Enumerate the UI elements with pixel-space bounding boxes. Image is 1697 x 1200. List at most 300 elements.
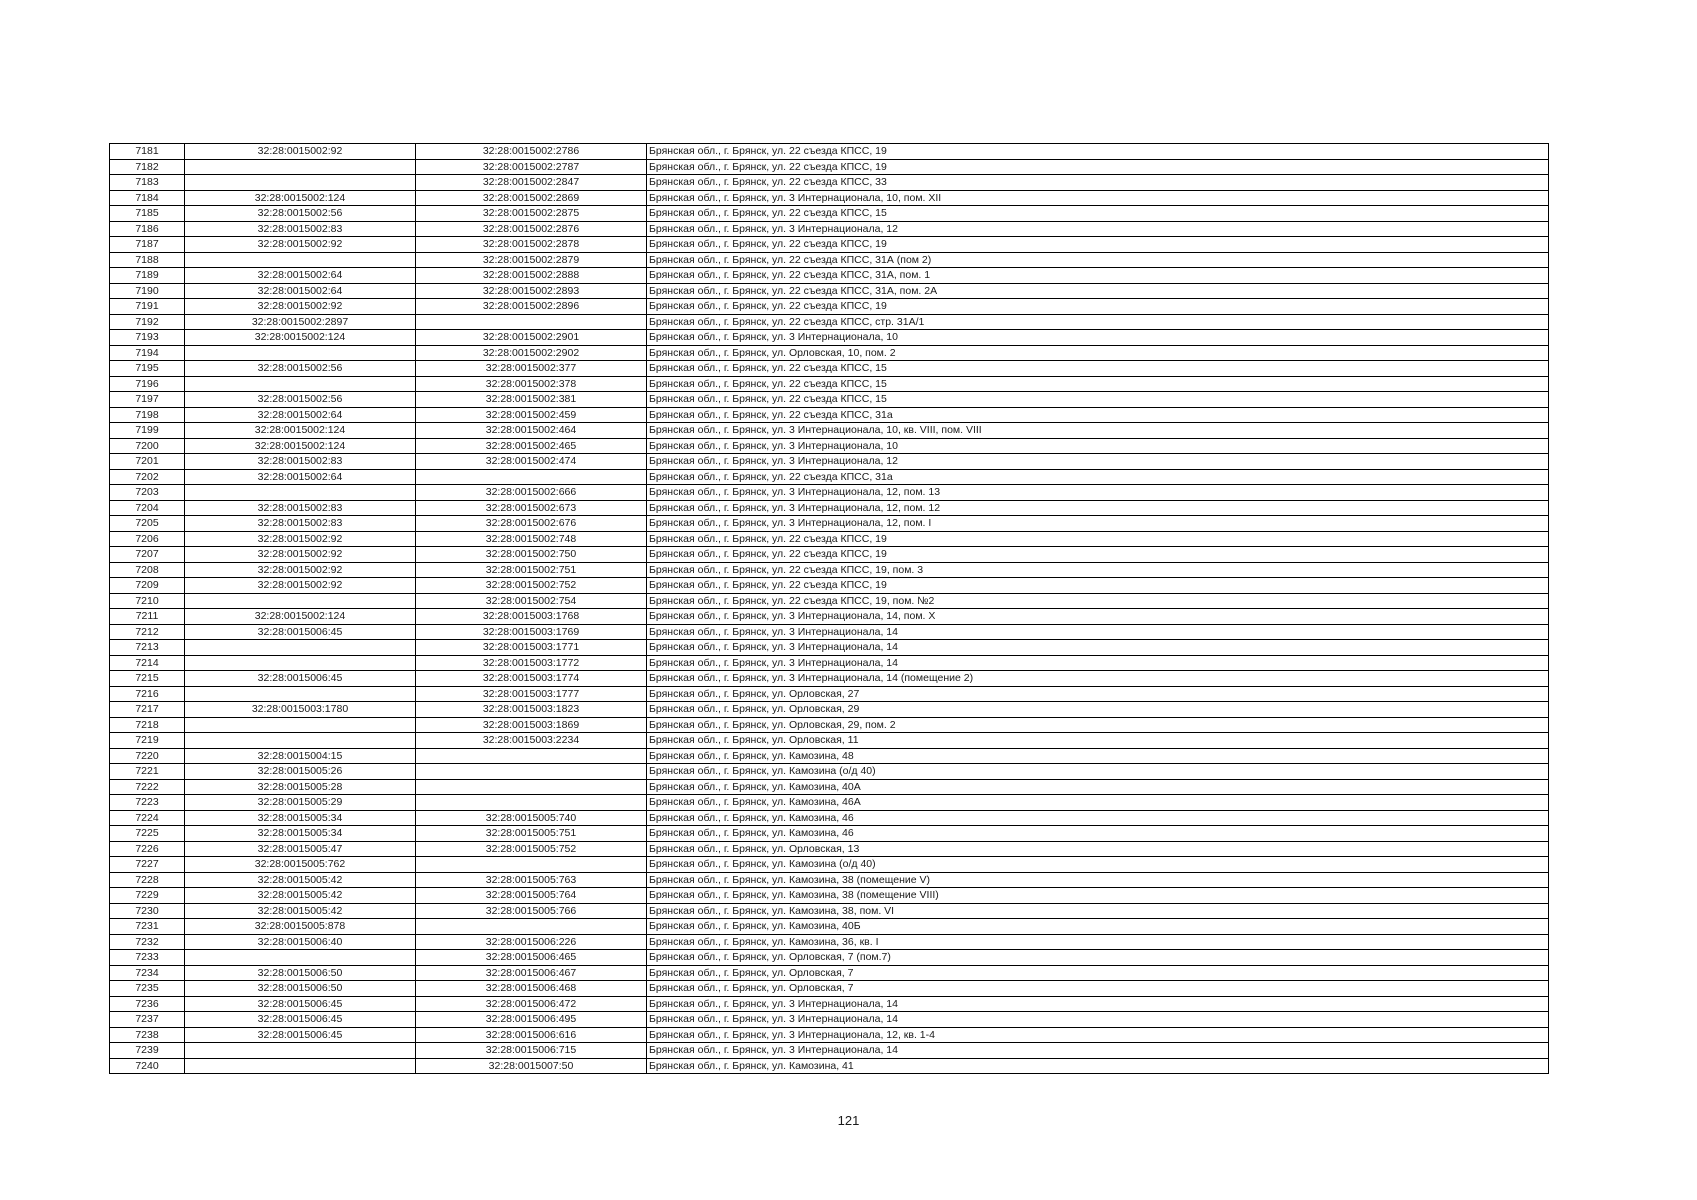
address-cell: Брянская обл., г. Брянск, ул. 22 съезда КПСС, 31А, пом. 1 [647,268,1549,284]
parcel-number-cell: 32:28:0015005:878 [185,919,416,935]
table-row [110,190,1549,206]
object-number-cell: 32:28:0015003:1823 [416,702,647,718]
address-cell: Брянская обл., г. Брянск, ул. 22 съезда КПСС, 19 [647,159,1549,175]
object-number-cell: 32:28:0015006:472 [416,996,647,1012]
row-number-cell: 7240 [110,1058,185,1074]
table-row [110,144,1549,160]
address-cell: Брянская обл., г. Брянск, ул. 3 Интернационала, 10 [647,438,1549,454]
table-row [110,299,1549,315]
address-cell: Брянская обл., г. Брянск, ул. 3 Интернационала, 12, пом. 13 [647,485,1549,501]
table-row [110,888,1549,904]
table-row [110,919,1549,935]
parcel-number-cell [185,485,416,501]
parcel-number-cell: 32:28:0015005:42 [185,888,416,904]
object-number-cell [416,857,647,873]
table-row [110,593,1549,609]
row-number-cell: 7229 [110,888,185,904]
object-number-cell [416,764,647,780]
page-number: 121 [837,1113,860,1128]
table-row [110,469,1549,485]
row-number-cell: 7211 [110,609,185,625]
object-number-cell: 32:28:0015006:715 [416,1043,647,1059]
parcel-number-cell: 32:28:0015005:42 [185,903,416,919]
object-number-cell: 32:28:0015002:754 [416,593,647,609]
address-cell: Брянская обл., г. Брянск, ул. Камозина, 40Б [647,919,1549,935]
parcel-number-cell [185,717,416,733]
table-row [110,1058,1549,1074]
parcel-number-cell: 32:28:0015005:42 [185,872,416,888]
address-cell: Брянская обл., г. Брянск, ул. 22 съезда КПСС, 19 [647,237,1549,253]
parcel-number-cell [185,376,416,392]
address-cell: Брянская обл., г. Брянск, ул. 3 Интернационала, 12 [647,221,1549,237]
row-number-cell: 7181 [110,144,185,160]
row-number-cell: 7221 [110,764,185,780]
address-cell: Брянская обл., г. Брянск, ул. 22 съезда КПСС, 31А, пом. 2А [647,283,1549,299]
object-number-cell: 32:28:0015002:378 [416,376,647,392]
row-number-cell: 7208 [110,562,185,578]
table-row [110,423,1549,439]
object-number-cell: 32:28:0015002:377 [416,361,647,377]
object-number-cell: 32:28:0015005:751 [416,826,647,842]
document-table-region [109,143,1549,1074]
table-row [110,934,1549,950]
parcel-number-cell: 32:28:0015006:45 [185,624,416,640]
object-number-cell: 32:28:0015002:2896 [416,299,647,315]
row-number-cell: 7186 [110,221,185,237]
object-number-cell: 32:28:0015002:2787 [416,159,647,175]
parcel-number-cell: 32:28:0015006:50 [185,965,416,981]
table-row [110,516,1549,532]
row-number-cell: 7234 [110,965,185,981]
address-cell: Брянская обл., г. Брянск, ул. 22 съезда КПСС, 15 [647,392,1549,408]
row-number-cell: 7222 [110,779,185,795]
parcel-number-cell [185,345,416,361]
row-number-cell: 7239 [110,1043,185,1059]
object-number-cell: 32:28:0015003:1771 [416,640,647,656]
object-number-cell: 32:28:0015003:2234 [416,733,647,749]
table-row [110,1043,1549,1059]
table-row [110,795,1549,811]
table-body [110,144,1549,1074]
address-cell: Брянская обл., г. Брянск, ул. 3 Интернационала, 14 [647,640,1549,656]
parcel-number-cell: 32:28:0015002:56 [185,361,416,377]
row-number-cell: 7226 [110,841,185,857]
object-number-cell: 32:28:0015002:2879 [416,252,647,268]
parcel-number-cell [185,1058,416,1074]
table-row [110,810,1549,826]
row-number-cell: 7190 [110,283,185,299]
row-number-cell: 7182 [110,159,185,175]
object-number-cell [416,469,647,485]
parcel-number-cell: 32:28:0015002:83 [185,221,416,237]
table-row [110,981,1549,997]
object-number-cell: 32:28:0015003:1777 [416,686,647,702]
object-number-cell [416,779,647,795]
object-number-cell [416,748,647,764]
table-row [110,268,1549,284]
table-row [110,826,1549,842]
row-number-cell: 7218 [110,717,185,733]
address-cell: Брянская обл., г. Брянск, ул. Камозина, 38 (помещение V) [647,872,1549,888]
address-cell: Брянская обл., г. Брянск, ул. 22 съезда КПСС, 19, пом. №2 [647,593,1549,609]
parcel-number-cell [185,686,416,702]
table-row [110,237,1549,253]
row-number-cell: 7228 [110,872,185,888]
address-cell: Брянская обл., г. Брянск, ул. 3 Интернационала, 14 [647,655,1549,671]
table-row [110,609,1549,625]
table-row [110,857,1549,873]
table-row [110,314,1549,330]
object-number-cell: 32:28:0015002:2893 [416,283,647,299]
object-number-cell: 32:28:0015006:467 [416,965,647,981]
address-cell: Брянская обл., г. Брянск, ул. 22 съезда КПСС, 15 [647,376,1549,392]
parcel-number-cell: 32:28:0015002:83 [185,516,416,532]
row-number-cell: 7212 [110,624,185,640]
object-number-cell: 32:28:0015002:2786 [416,144,647,160]
parcel-number-cell: 32:28:0015006:45 [185,1027,416,1043]
table-row [110,206,1549,222]
address-cell: Брянская обл., г. Брянск, ул. Камозина, 46 [647,810,1549,826]
address-cell: Брянская обл., г. Брянск, ул. Орловская, 27 [647,686,1549,702]
address-cell: Брянская обл., г. Брянск, ул. Камозина, 48 [647,748,1549,764]
object-number-cell: 32:28:0015006:226 [416,934,647,950]
address-cell: Брянская обл., г. Брянск, ул. 22 съезда КПСС, 15 [647,361,1549,377]
table-row [110,903,1549,919]
parcel-number-cell: 32:28:0015002:92 [185,531,416,547]
object-number-cell: 32:28:0015003:1769 [416,624,647,640]
address-cell: Брянская обл., г. Брянск, ул. 3 Интернационала, 12, кв. 1-4 [647,1027,1549,1043]
table-row [110,686,1549,702]
object-number-cell: 32:28:0015005:752 [416,841,647,857]
row-number-cell: 7191 [110,299,185,315]
row-number-cell: 7199 [110,423,185,439]
object-number-cell: 32:28:0015005:763 [416,872,647,888]
object-number-cell: 32:28:0015006:616 [416,1027,647,1043]
object-number-cell: 32:28:0015005:764 [416,888,647,904]
address-cell: Брянская обл., г. Брянск, ул. Камозина, 46 [647,826,1549,842]
address-cell: Брянская обл., г. Брянск, ул. 3 Интернационала, 14 [647,1012,1549,1028]
row-number-cell: 7217 [110,702,185,718]
object-number-cell: 32:28:0015002:2876 [416,221,647,237]
parcel-number-cell: 32:28:0015002:92 [185,547,416,563]
address-cell: Брянская обл., г. Брянск, ул. Орловская, 7 (пом.7) [647,950,1549,966]
address-cell: Брянская обл., г. Брянск, ул. Камозина (о/д 40) [647,764,1549,780]
table-row [110,376,1549,392]
object-number-cell: 32:28:0015002:750 [416,547,647,563]
table-row [110,764,1549,780]
address-cell: Брянская обл., г. Брянск, ул. Камозина, 41 [647,1058,1549,1074]
parcel-number-cell [185,733,416,749]
parcel-number-cell: 32:28:0015002:92 [185,578,416,594]
table-row [110,221,1549,237]
parcel-number-cell: 32:28:0015002:92 [185,237,416,253]
row-number-cell: 7215 [110,671,185,687]
object-number-cell [416,795,647,811]
parcel-number-cell: 32:28:0015002:92 [185,299,416,315]
address-cell: Брянская обл., г. Брянск, ул. 22 съезда КПСС, 15 [647,206,1549,222]
table-row [110,671,1549,687]
object-number-cell: 32:28:0015002:2902 [416,345,647,361]
row-number-cell: 7238 [110,1027,185,1043]
row-number-cell: 7187 [110,237,185,253]
object-number-cell: 32:28:0015005:740 [416,810,647,826]
address-cell: Брянская обл., г. Брянск, ул. 22 съезда КПСС, 31А (пом 2) [647,252,1549,268]
address-cell: Брянская обл., г. Брянск, ул. 3 Интернационала, 12 [647,454,1549,470]
parcel-number-cell [185,252,416,268]
row-number-cell: 7237 [110,1012,185,1028]
parcel-number-cell: 32:28:0015002:92 [185,144,416,160]
address-cell: Брянская обл., г. Брянск, ул. Камозина, 38, пом. VI [647,903,1549,919]
row-number-cell: 7184 [110,190,185,206]
parcel-number-cell: 32:28:0015002:64 [185,407,416,423]
object-number-cell: 32:28:0015005:766 [416,903,647,919]
parcel-number-cell: 32:28:0015005:762 [185,857,416,873]
row-number-cell: 7193 [110,330,185,346]
row-number-cell: 7225 [110,826,185,842]
object-number-cell: 32:28:0015002:751 [416,562,647,578]
address-cell: Брянская обл., г. Брянск, ул. Камозина, 36, кв. I [647,934,1549,950]
object-number-cell: 32:28:0015002:459 [416,407,647,423]
parcel-number-cell: 32:28:0015002:56 [185,206,416,222]
address-cell: Брянская обл., г. Брянск, ул. Орловская, 11 [647,733,1549,749]
table-row [110,485,1549,501]
table-row [110,717,1549,733]
parcel-number-cell: 32:28:0015002:2897 [185,314,416,330]
cadastral-table [109,143,1549,1074]
parcel-number-cell [185,640,416,656]
table-row [110,578,1549,594]
table-row [110,748,1549,764]
address-cell: Брянская обл., г. Брянск, ул. 3 Интернационала, 10 [647,330,1549,346]
object-number-cell: 32:28:0015002:2878 [416,237,647,253]
table-row [110,330,1549,346]
row-number-cell: 7227 [110,857,185,873]
parcel-number-cell: 32:28:0015002:83 [185,500,416,516]
table-row [110,733,1549,749]
row-number-cell: 7205 [110,516,185,532]
object-number-cell: 32:28:0015002:381 [416,392,647,408]
address-cell: Брянская обл., г. Брянск, ул. 22 съезда КПСС, 19 [647,578,1549,594]
row-number-cell: 7200 [110,438,185,454]
parcel-number-cell: 32:28:0015006:40 [185,934,416,950]
object-number-cell: 32:28:0015002:2901 [416,330,647,346]
object-number-cell: 32:28:0015002:2888 [416,268,647,284]
parcel-number-cell: 32:28:0015005:26 [185,764,416,780]
address-cell: Брянская обл., г. Брянск, ул. 3 Интернационала, 10, пом. XII [647,190,1549,206]
row-number-cell: 7207 [110,547,185,563]
table-row [110,702,1549,718]
address-cell: Брянская обл., г. Брянск, ул. 3 Интернационала, 12, пом. 12 [647,500,1549,516]
table-row [110,252,1549,268]
table-row [110,1012,1549,1028]
address-cell: Брянская обл., г. Брянск, ул. Камозина (о/д 40) [647,857,1549,873]
row-number-cell: 7202 [110,469,185,485]
address-cell: Брянская обл., г. Брянск, ул. Орловская, 13 [647,841,1549,857]
address-cell: Брянская обл., г. Брянск, ул. 22 съезда КПСС, 19 [647,144,1549,160]
address-cell: Брянская обл., г. Брянск, ул. 3 Интернационала, 14 [647,996,1549,1012]
object-number-cell [416,919,647,935]
object-number-cell [416,314,647,330]
object-number-cell: 32:28:0015002:474 [416,454,647,470]
object-number-cell: 32:28:0015003:1774 [416,671,647,687]
parcel-number-cell: 32:28:0015002:83 [185,454,416,470]
table-row [110,965,1549,981]
parcel-number-cell: 32:28:0015005:28 [185,779,416,795]
table-row [110,779,1549,795]
address-cell: Брянская обл., г. Брянск, ул. 22 съезда КПСС, 31а [647,407,1549,423]
row-number-cell: 7216 [110,686,185,702]
address-cell: Брянская обл., г. Брянск, ул. 3 Интернационала, 14, пом. X [647,609,1549,625]
address-cell: Брянская обл., г. Брянск, ул. Камозина, 38 (помещение VIII) [647,888,1549,904]
parcel-number-cell [185,175,416,191]
table-row [110,562,1549,578]
address-cell: Брянская обл., г. Брянск, ул. 22 съезда КПСС, 19 [647,299,1549,315]
parcel-number-cell: 32:28:0015002:64 [185,283,416,299]
table-row [110,175,1549,191]
row-number-cell: 7232 [110,934,185,950]
address-cell: Брянская обл., г. Брянск, ул. 3 Интернационала, 12, пом. I [647,516,1549,532]
table-row [110,996,1549,1012]
row-number-cell: 7236 [110,996,185,1012]
parcel-number-cell: 32:28:0015002:56 [185,392,416,408]
parcel-number-cell: 32:28:0015006:45 [185,1012,416,1028]
row-number-cell: 7219 [110,733,185,749]
parcel-number-cell: 32:28:0015004:15 [185,748,416,764]
row-number-cell: 7197 [110,392,185,408]
address-cell: Брянская обл., г. Брянск, ул. Орловская, 29 [647,702,1549,718]
address-cell: Брянская обл., г. Брянск, ул. 3 Интернационала, 14 (помещение 2) [647,671,1549,687]
table-row [110,950,1549,966]
row-number-cell: 7210 [110,593,185,609]
table-row [110,841,1549,857]
parcel-number-cell: 32:28:0015002:124 [185,609,416,625]
table-row [110,454,1549,470]
object-number-cell: 32:28:0015002:2847 [416,175,647,191]
address-cell: Брянская обл., г. Брянск, ул. 22 съезда КПСС, 33 [647,175,1549,191]
address-cell: Брянская обл., г. Брянск, ул. 22 съезда КПСС, 19 [647,531,1549,547]
table-row [110,655,1549,671]
object-number-cell: 32:28:0015007:50 [416,1058,647,1074]
row-number-cell: 7201 [110,454,185,470]
table-row [110,547,1549,563]
parcel-number-cell: 32:28:0015002:124 [185,330,416,346]
table-row [110,1027,1549,1043]
parcel-number-cell: 32:28:0015005:34 [185,810,416,826]
object-number-cell: 32:28:0015006:468 [416,981,647,997]
object-number-cell: 32:28:0015002:465 [416,438,647,454]
parcel-number-cell [185,593,416,609]
row-number-cell: 7195 [110,361,185,377]
table-row [110,624,1549,640]
table-row [110,500,1549,516]
address-cell: Брянская обл., г. Брянск, ул. Орловская, 29, пом. 2 [647,717,1549,733]
row-number-cell: 7192 [110,314,185,330]
table-row [110,640,1549,656]
parcel-number-cell [185,1043,416,1059]
row-number-cell: 7185 [110,206,185,222]
parcel-number-cell: 32:28:0015005:47 [185,841,416,857]
object-number-cell: 32:28:0015006:495 [416,1012,647,1028]
row-number-cell: 7194 [110,345,185,361]
address-cell: Брянская обл., г. Брянск, ул. Орловская, 7 [647,965,1549,981]
parcel-number-cell [185,159,416,175]
parcel-number-cell: 32:28:0015003:1780 [185,702,416,718]
address-cell: Брянская обл., г. Брянск, ул. Камозина, 40А [647,779,1549,795]
address-cell: Брянская обл., г. Брянск, ул. 22 съезда КПСС, 31а [647,469,1549,485]
parcel-number-cell: 32:28:0015002:124 [185,438,416,454]
parcel-number-cell: 32:28:0015006:45 [185,671,416,687]
table-row [110,361,1549,377]
table-row [110,407,1549,423]
address-cell: Брянская обл., г. Брянск, ул. 22 съезда КПСС, 19 [647,547,1549,563]
row-number-cell: 7224 [110,810,185,826]
address-cell: Брянская обл., г. Брянск, ул. 22 съезда КПСС, 19, пом. 3 [647,562,1549,578]
row-number-cell: 7196 [110,376,185,392]
parcel-number-cell: 32:28:0015002:124 [185,423,416,439]
object-number-cell: 32:28:0015002:752 [416,578,647,594]
table-row [110,531,1549,547]
object-number-cell: 32:28:0015006:465 [416,950,647,966]
row-number-cell: 7206 [110,531,185,547]
table-row [110,872,1549,888]
row-number-cell: 7183 [110,175,185,191]
object-number-cell: 32:28:0015002:2875 [416,206,647,222]
row-number-cell: 7233 [110,950,185,966]
table-row [110,392,1549,408]
row-number-cell: 7203 [110,485,185,501]
object-number-cell: 32:28:0015003:1772 [416,655,647,671]
parcel-number-cell: 32:28:0015002:64 [185,268,416,284]
address-cell: Брянская обл., г. Брянск, ул. 3 Интернационала, 14 [647,1043,1549,1059]
row-number-cell: 7204 [110,500,185,516]
row-number-cell: 7189 [110,268,185,284]
parcel-number-cell: 32:28:0015002:92 [185,562,416,578]
object-number-cell: 32:28:0015003:1869 [416,717,647,733]
parcel-number-cell: 32:28:0015006:50 [185,981,416,997]
object-number-cell: 32:28:0015002:464 [416,423,647,439]
address-cell: Брянская обл., г. Брянск, ул. Орловская, 10, пом. 2 [647,345,1549,361]
row-number-cell: 7230 [110,903,185,919]
object-number-cell: 32:28:0015002:748 [416,531,647,547]
address-cell: Брянская обл., г. Брянск, ул. 3 Интернационала, 10, кв. VIII, пом. VIII [647,423,1549,439]
table-row [110,283,1549,299]
row-number-cell: 7209 [110,578,185,594]
address-cell: Брянская обл., г. Брянск, ул. Орловская, 7 [647,981,1549,997]
row-number-cell: 7198 [110,407,185,423]
address-cell: Брянская обл., г. Брянск, ул. 3 Интернационала, 14 [647,624,1549,640]
row-number-cell: 7231 [110,919,185,935]
row-number-cell: 7213 [110,640,185,656]
object-number-cell: 32:28:0015003:1768 [416,609,647,625]
parcel-number-cell: 32:28:0015005:29 [185,795,416,811]
object-number-cell: 32:28:0015002:666 [416,485,647,501]
parcel-number-cell [185,655,416,671]
object-number-cell: 32:28:0015002:2869 [416,190,647,206]
parcel-number-cell: 32:28:0015006:45 [185,996,416,1012]
row-number-cell: 7188 [110,252,185,268]
address-cell: Брянская обл., г. Брянск, ул. Камозина, 46А [647,795,1549,811]
object-number-cell: 32:28:0015002:676 [416,516,647,532]
row-number-cell: 7220 [110,748,185,764]
address-cell: Брянская обл., г. Брянск, ул. 22 съезда КПСС, стр. 31А/1 [647,314,1549,330]
table-row [110,438,1549,454]
parcel-number-cell: 32:28:0015002:124 [185,190,416,206]
row-number-cell: 7214 [110,655,185,671]
parcel-number-cell: 32:28:0015005:34 [185,826,416,842]
table-row [110,345,1549,361]
row-number-cell: 7223 [110,795,185,811]
row-number-cell: 7235 [110,981,185,997]
